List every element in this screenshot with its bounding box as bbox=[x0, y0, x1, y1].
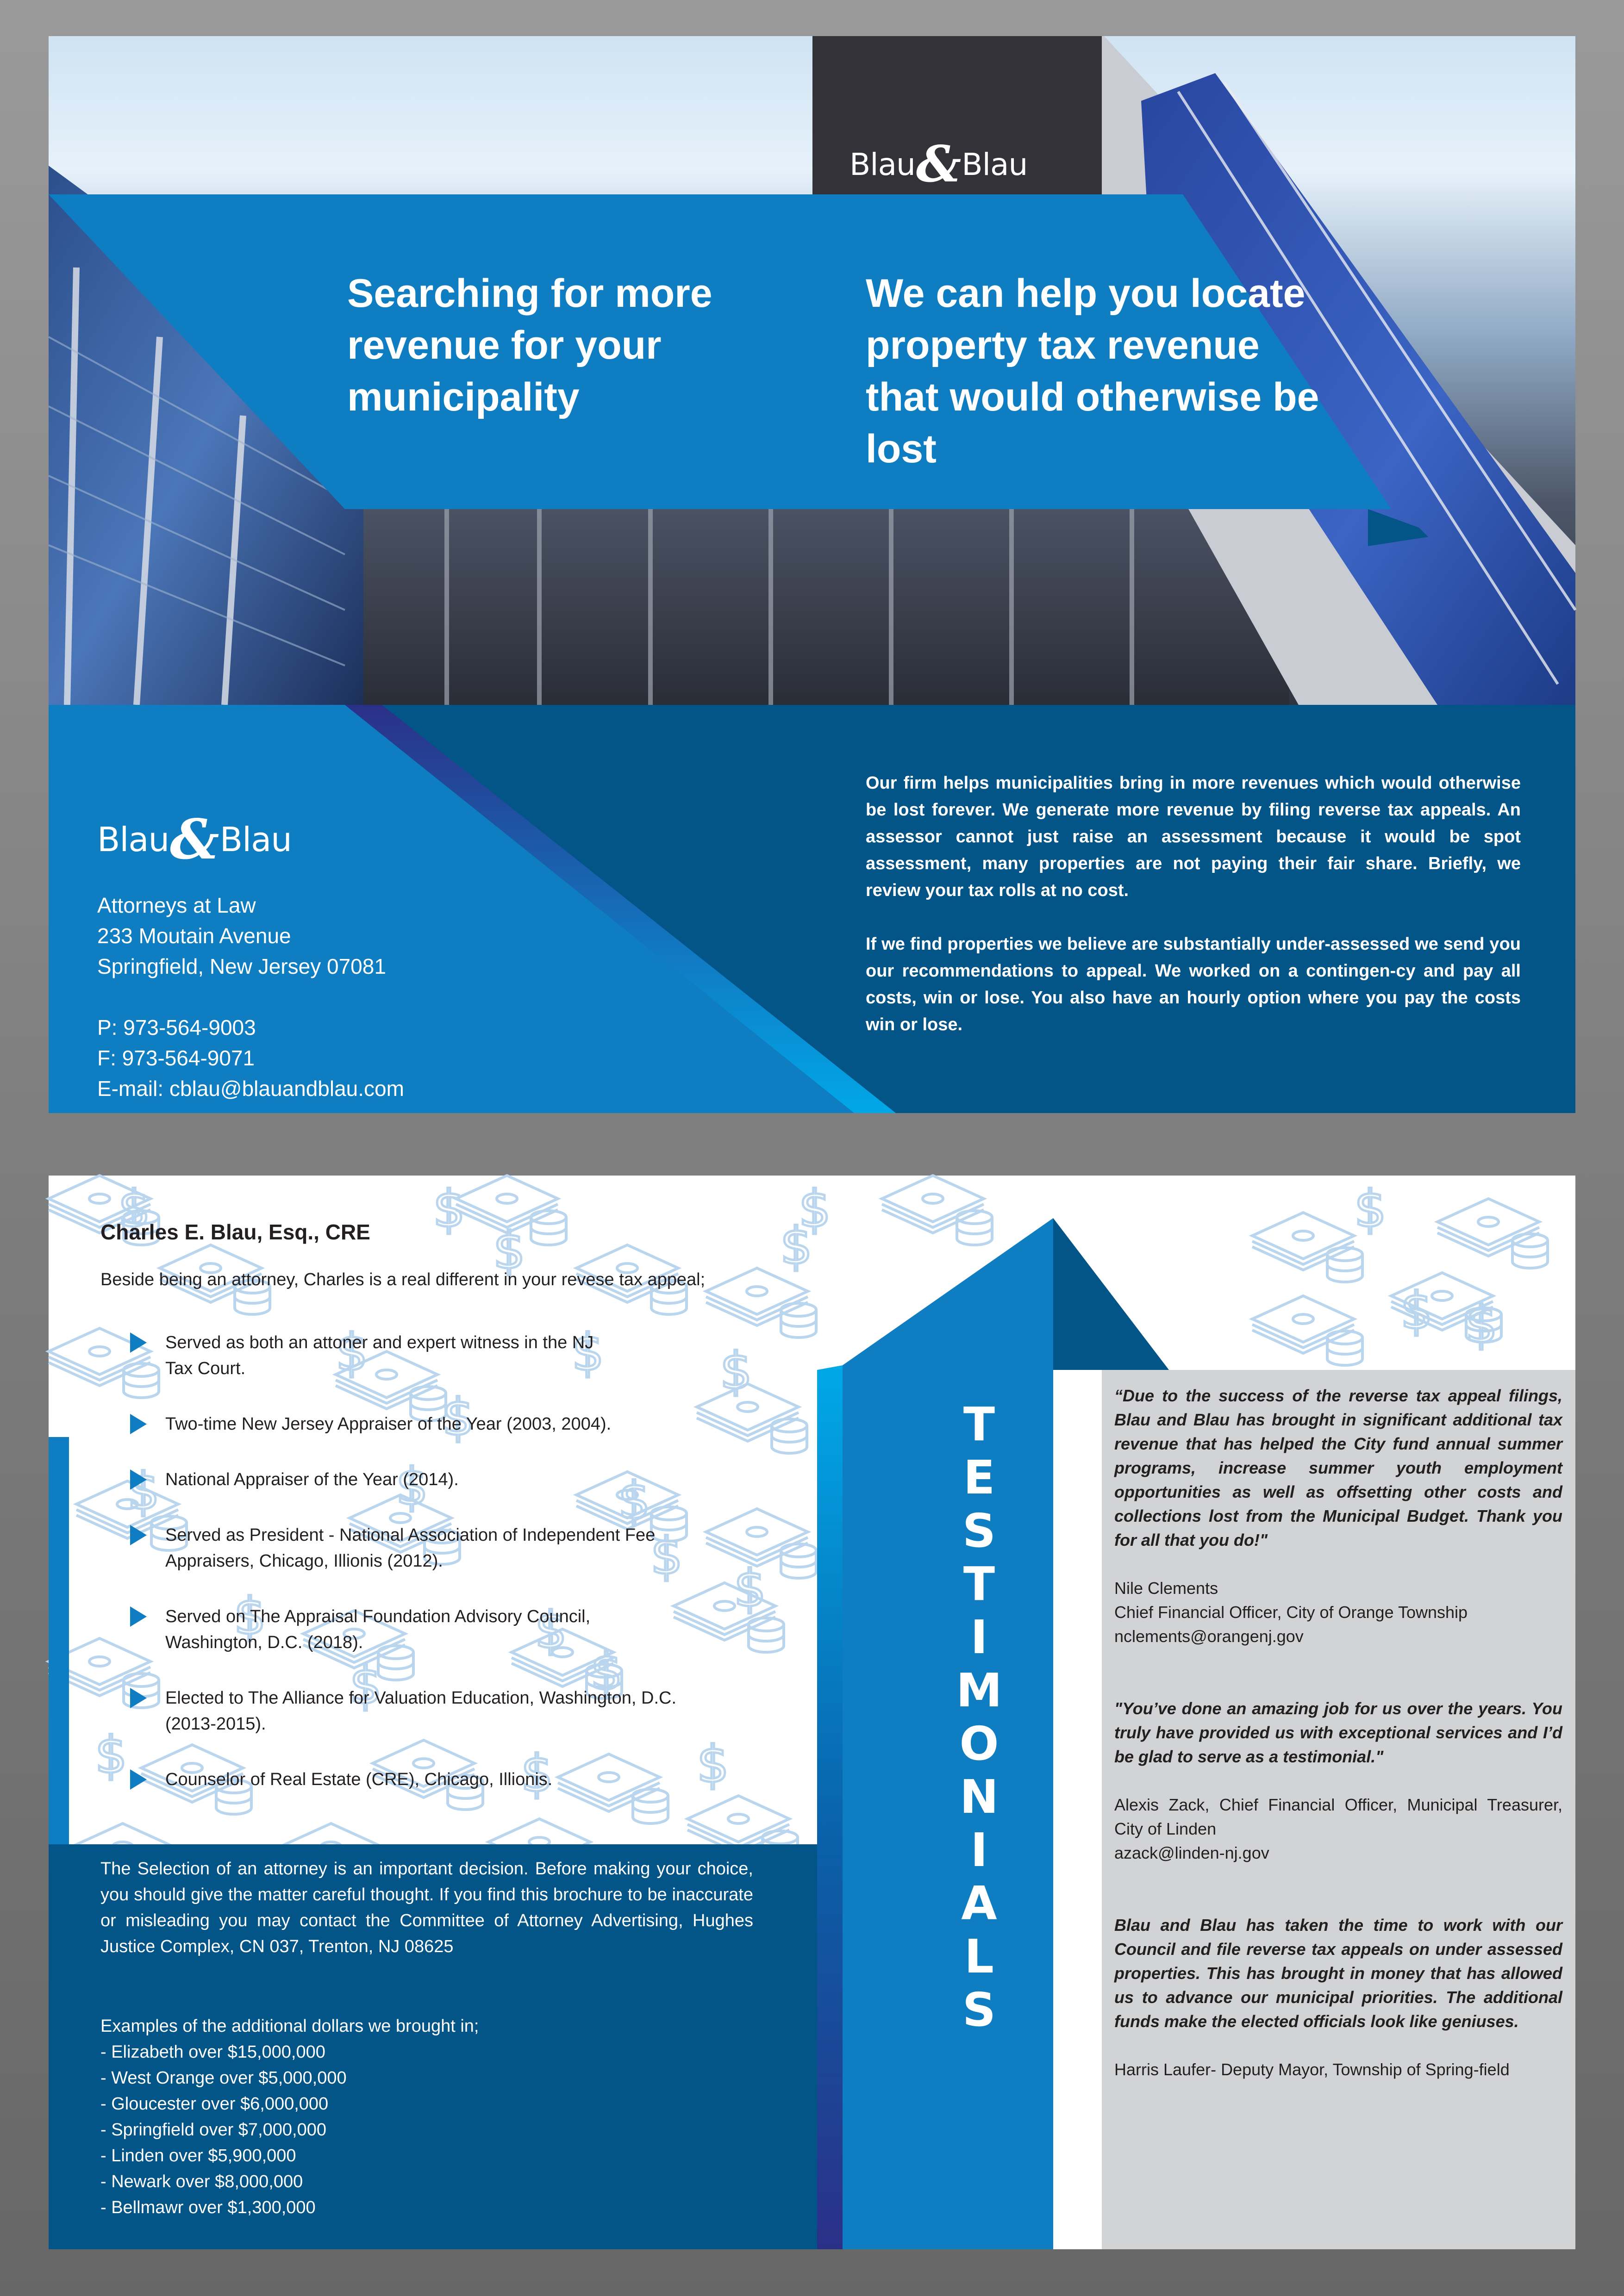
fax-number: F: 973-564-9071 bbox=[97, 1046, 255, 1070]
example-item: - Springfield over $7,000,000 bbox=[100, 2120, 326, 2140]
example-item: - Linden over $5,900,000 bbox=[100, 2146, 296, 2165]
attribution-name: Nile Clements bbox=[1114, 1579, 1218, 1598]
credential-line: Served as President - National Association of Independent Fee bbox=[165, 1525, 656, 1545]
arrow-shadow-face bbox=[1053, 1218, 1169, 1370]
testimonial-quote: "You’ve done an amazing job for us over the years. You truly have provided us with exceptional services and I’d be glad to serve as a testimonial." bbox=[1114, 1699, 1562, 1766]
about-firm bbox=[866, 770, 1521, 1065]
title-letter: A bbox=[961, 1876, 997, 1930]
logo-word-left: Blau bbox=[849, 147, 915, 182]
title-letter: O bbox=[959, 1717, 999, 1771]
example-item: - Elizabeth over $15,000,000 bbox=[100, 2042, 325, 2062]
attorney-advertising-disclaimer: The Selection of an attorney is an important decision. Before making your choice, you should give the matter careful thought. If you find this brochure to be inaccurate or misleading you may contact the Committee of Attorney Advertising, Hughes Justice Complex, CN 037, Trenton, NJ 08625 bbox=[100, 1859, 753, 1956]
attribution-email[interactable]: nclements@orangenj.gov bbox=[1114, 1627, 1304, 1646]
bio-intro: Beside being an attorney, Charles is a real different in your revese tax appeal; bbox=[100, 1270, 706, 1289]
logo-word-right: Blau bbox=[962, 147, 1028, 182]
arrow-edge bbox=[817, 1365, 843, 2249]
ribbon-fold bbox=[1368, 509, 1428, 546]
brochure-front-panel bbox=[49, 36, 1575, 1113]
example-item: - Gloucester over $6,000,000 bbox=[100, 2094, 329, 2114]
street-address: 233 Moutain Avenue bbox=[97, 924, 291, 948]
testimonial-attribution bbox=[1114, 1576, 1562, 1649]
testimonial-attribution bbox=[1114, 2058, 1562, 2082]
title-letter: L bbox=[964, 1929, 994, 1984]
testimonial-quote: “Due to the success of the reverse tax appeal filings, Blau and Blau has brought in significant additional tax revenue that has helped the City fund annual summer programs, increase summer youth employment opportunities as well as offsetting other costs and collections lost from the Municipal Budget. Thank you for all that you do!" bbox=[1114, 1386, 1562, 1549]
city-address: Springfield, New Jersey 07081 bbox=[97, 954, 386, 978]
logo-word-left: Blau bbox=[97, 820, 169, 859]
email-link[interactable]: E-mail: cblau@blauandblau.com bbox=[97, 1076, 404, 1101]
title-letter: N bbox=[960, 1770, 999, 1824]
testimonial-attribution bbox=[1114, 1793, 1562, 1865]
credential-line: National Appraiser of the Year (2014). bbox=[165, 1470, 459, 1489]
attribution-name: Harris Laufer- Deputy Mayor, Township of Spring-field bbox=[1114, 2060, 1510, 2079]
money-pattern-background: $ bbox=[49, 1176, 1575, 2249]
credential-line: (2013-2015). bbox=[165, 1714, 266, 1734]
about-paragraph: Our firm helps municipalities bring in more revenues which would otherwise be lost forever. We generate more revenue by filing reverse tax appeals. An assessor cannot just raise an assessment because it would be spot assessment, many properties are not paying their fair share. Briefly, we review your tax rolls at no cost. bbox=[866, 773, 1521, 900]
credential-line: Washington, D.C. (2018). bbox=[165, 1633, 363, 1652]
title-letter: T bbox=[963, 1397, 995, 1451]
attribution-name: Alexis Zack, Chief Financial Officer, Municipal Treasurer, City of Linden bbox=[1114, 1795, 1562, 1838]
title-letter: S bbox=[962, 1983, 996, 2037]
logo-tab bbox=[812, 36, 1102, 194]
logo-ampersand: & bbox=[170, 807, 219, 871]
attorney-name: Charles E. Blau, Esq., CRE bbox=[100, 1220, 370, 1244]
attribution-email[interactable]: azack@linden-nj.gov bbox=[1114, 1843, 1269, 1862]
logo-word-right: Blau bbox=[219, 820, 292, 859]
logo-ampersand: & bbox=[916, 135, 961, 193]
example-item: - West Orange over $5,000,000 bbox=[100, 2068, 347, 2088]
phone-number[interactable]: P: 973-564-9003 bbox=[97, 1015, 256, 1039]
title-letter: T bbox=[963, 1557, 995, 1611]
example-item: - Bellmawr over $1,300,000 bbox=[100, 2198, 316, 2217]
contact-strip bbox=[49, 705, 1575, 1113]
headline-right: We can help you locate property tax revenue that would otherwise be lost bbox=[866, 271, 1319, 471]
example-item: - Newark over $8,000,000 bbox=[100, 2172, 303, 2191]
credential-line: Elected to The Alliance for Valuation Education, Washington, D.C. bbox=[165, 1688, 677, 1708]
examples-heading: Examples of the additional dollars we brought in; bbox=[100, 2016, 479, 2036]
testimonial-quote: Blau and Blau has taken the time to work with our Council and file reverse tax appeals on under assessed properties. This has brought in money that has allowed us to advance our municipal priorities. The additional funds make the elected officials look like geniuses. bbox=[1114, 1916, 1562, 2031]
credential-line: Appraisers, Chicago, Illionis (2012). bbox=[165, 1551, 443, 1571]
credential-line: Two-time New Jersey Appraiser of the Year (2003, 2004). bbox=[165, 1414, 612, 1434]
attribution-title: Chief Financial Officer, City of Orange Township bbox=[1114, 1603, 1468, 1622]
credential-line: Tax Court. bbox=[165, 1359, 246, 1378]
brand-logo-secondary bbox=[97, 800, 292, 871]
headline-left: Searching for more revenue for your municipality bbox=[347, 271, 712, 419]
testimonials-list bbox=[1114, 1384, 1562, 2130]
title-letter: M bbox=[956, 1663, 1002, 1717]
brochure-back-panel bbox=[49, 1128, 1575, 2249]
title-letter: S bbox=[962, 1504, 996, 1558]
about-paragraph: If we find properties we believe are substantially under-assessed we send you our recommendations to appeal. We worked on a contingen-cy and pay all costs, win or lose. You also have an hourly option where you pay the costs win or lose. bbox=[866, 934, 1521, 1034]
brand-logo bbox=[849, 129, 1028, 193]
title-letter: I bbox=[970, 1823, 988, 1877]
credential-line: Served as both an attoner and expert witness in the NJ bbox=[165, 1333, 594, 1352]
credential-line: Served on The Appraisal Foundation Advisory Council, bbox=[165, 1607, 591, 1626]
firm-tagline: Attorneys at Law bbox=[97, 893, 256, 917]
testimonials-title bbox=[896, 1398, 1062, 2036]
credential-line: Counselor of Real Estate (CRE), Chicago, Illionis. bbox=[165, 1770, 553, 1789]
title-letter: E bbox=[963, 1450, 995, 1505]
title-letter: I bbox=[970, 1610, 988, 1664]
contact-block bbox=[97, 890, 404, 1104]
